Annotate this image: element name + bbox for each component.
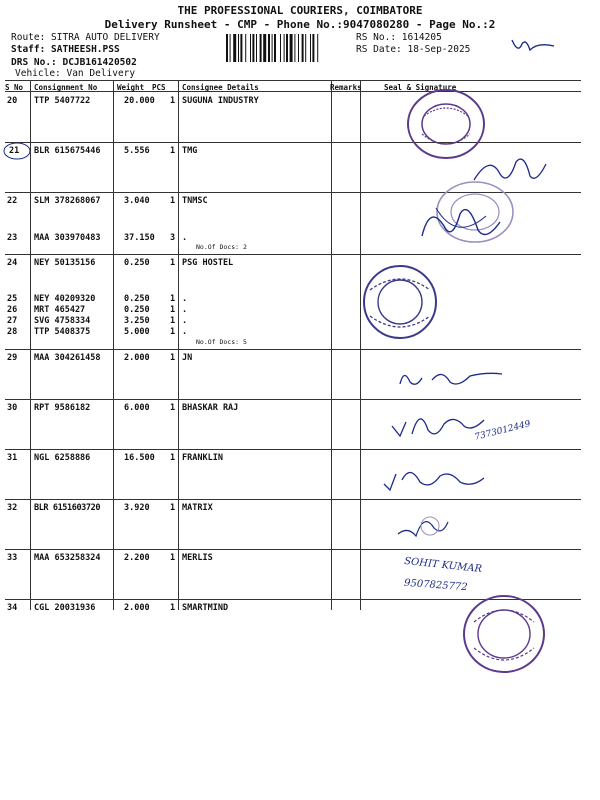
barcode-bar (268, 34, 270, 62)
barcode-bar (263, 34, 266, 62)
row-consignment: MRT 465427 (34, 305, 86, 315)
row-consignment: BLR 615675446 (34, 146, 101, 156)
row-divider (5, 254, 581, 255)
drs-label: DRS No.: DCJB161420502 (11, 57, 137, 68)
signature-row29 (396, 364, 506, 392)
row-pcs: 1 (170, 294, 176, 304)
row-consignee: MERLIS (182, 553, 213, 563)
row-pcs: 3 (170, 233, 176, 243)
row-pcs: 1 (170, 196, 176, 206)
signature-row21 (470, 150, 550, 190)
rs-date: RS Date: 18-Sep-2025 (356, 44, 471, 55)
scribble-mark (508, 36, 558, 58)
row-consignment: NEY 50135156 (34, 258, 96, 268)
signature-row30 (388, 404, 488, 444)
row-consignment: TTP 5407722 (34, 96, 91, 106)
row-sno: 30 (7, 403, 18, 413)
barcode-bar (230, 34, 231, 62)
row-consignment: CGL 20031936 (34, 603, 96, 613)
barcode-bar (226, 34, 228, 62)
row-pcs: 1 (170, 553, 176, 563)
row-weight: 3.250 (124, 316, 150, 326)
barcode-bar (302, 34, 304, 62)
table-row (0, 353, 600, 365)
col-header-sno: S No (5, 83, 24, 92)
barcode-bar (250, 34, 251, 62)
company-title: THE PROFESSIONAL COURIERS, COIMBATORE (177, 4, 423, 17)
row-weight: 5.000 (124, 327, 150, 337)
row-consignment: MAA 303970483 (34, 233, 101, 243)
row-consignment: BLR 6151603720 (34, 503, 101, 513)
row-pcs: 1 (170, 316, 176, 326)
row-consignee: SMARTMIND (182, 603, 229, 613)
signature-row31 (380, 460, 490, 496)
row-consignee: PSG HOSTEL (182, 258, 234, 268)
row-weight: 0.250 (124, 294, 150, 304)
row-sno: 32 (7, 503, 18, 513)
industrial-seal-stamp (458, 590, 550, 678)
row-divider (5, 549, 581, 550)
row-weight: 3.040 (124, 196, 150, 206)
row-weight: 5.556 (124, 146, 150, 156)
row-consignee: MATRIX (182, 503, 213, 513)
col-header-seal: Seal & Signature (384, 83, 457, 92)
row-pcs: 1 (170, 353, 176, 363)
table-row (0, 96, 600, 108)
row-consignment: NEY 40209320 (34, 294, 96, 304)
row-sno: 33 (7, 553, 18, 563)
barcode-bar (317, 34, 318, 62)
row-sno: 25 (7, 294, 18, 304)
row-sno: 31 (7, 453, 18, 463)
barcode-bar (290, 34, 293, 62)
col-divider (113, 80, 114, 610)
col-header-remarks: Remarks (330, 83, 362, 92)
barcode-bar (286, 34, 288, 62)
row-weight: 0.250 (124, 305, 150, 315)
col-header-pcs: PCS (152, 83, 166, 92)
barcode-bar (298, 34, 299, 62)
row-weight: 6.000 (124, 403, 150, 413)
row-consignee: SUGUNA INDUSTRY (182, 96, 259, 106)
row-consignee: TNMSC (182, 196, 208, 206)
barcode-bar (256, 34, 257, 62)
row-consignee: BHASKAR RAJ (182, 403, 239, 413)
row-consignment: MAA 653258324 (34, 553, 101, 563)
row-consignee: . (182, 233, 188, 243)
table-row (0, 553, 600, 565)
row-pcs: 1 (170, 403, 176, 413)
row-consignment: MAA 304261458 (34, 353, 101, 363)
row-sno: 26 (7, 305, 18, 315)
row-weight: 3.920 (124, 503, 150, 513)
row-pcs: 1 (170, 503, 176, 513)
col-header-consignment: Consignment No (34, 83, 98, 92)
hostels-seal-stamp (358, 260, 442, 344)
col-divider (178, 80, 179, 610)
row-sno: 34 (7, 603, 18, 613)
row-consignee: JN (182, 353, 193, 363)
barcode-bar (310, 34, 311, 62)
barcode-bar (245, 34, 246, 62)
row-sno: 24 (7, 258, 18, 268)
handwritten-phone-row33: 9507825772 (403, 577, 468, 594)
row-sno: 27 (7, 316, 18, 326)
table-row (0, 327, 600, 339)
docs-count-note: No.Of Docs: 5 (196, 338, 247, 346)
barcode-bar (272, 34, 273, 62)
row-weight: 2.000 (124, 603, 150, 613)
barcode-bar (280, 34, 281, 62)
row-sno: 29 (7, 353, 18, 363)
row-consignee: . (182, 327, 188, 337)
barcode-bar (305, 34, 306, 62)
barcode-bar (284, 34, 285, 62)
table-top-border (5, 80, 581, 81)
table-row (0, 403, 600, 415)
col-divider (331, 80, 332, 610)
col-header-weight: Weight (117, 83, 145, 92)
row-sno: 21 (9, 146, 20, 156)
row-pcs: 1 (170, 305, 176, 315)
row-consignment: RPT 9586182 (34, 403, 91, 413)
row-consignment: NGL 6258886 (34, 453, 91, 463)
handwritten-phone-row30: 7373012449 (473, 419, 532, 443)
row-consignee: . (182, 305, 188, 315)
row-consignment: SLM 378268067 (34, 196, 101, 206)
row-consignee: FRANKLIN (182, 453, 223, 463)
signature-row32 (394, 506, 454, 546)
row-divider (5, 142, 581, 143)
row-weight: 0.250 (124, 258, 150, 268)
row-divider (5, 449, 581, 450)
handwritten-name-row33: SOHIT KUMAR (403, 555, 483, 576)
barcode-bar (238, 34, 239, 62)
row-consignment: SVG 4758334 (34, 316, 91, 326)
row-consignee: . (182, 294, 188, 304)
runsheet-subtitle: Delivery Runsheet - CMP - Phone No.:9047080280 - Page No.:2 (104, 18, 496, 31)
row-pcs: 1 (170, 453, 176, 463)
row-sno: 23 (7, 233, 18, 243)
col-divider (360, 80, 361, 610)
row-sno: 22 (7, 196, 18, 206)
barcode-bar (312, 34, 314, 62)
row-pcs: 1 (170, 327, 176, 337)
rs-number: RS No.: 1614205 (356, 32, 442, 43)
col-header-consignee: Consignee Details (182, 83, 259, 92)
row-consignment: TTP 5408375 (34, 327, 91, 337)
row-pcs: 1 (170, 146, 176, 156)
signature-row22 (416, 196, 506, 250)
row-weight: 2.000 (124, 353, 150, 363)
row-pcs: 1 (170, 258, 176, 268)
row-consignee: . (182, 316, 188, 326)
barcode-bar (240, 34, 242, 62)
row-weight: 20.000 (124, 96, 155, 106)
route-label: Route: SITRA AUTO DELIVERY (11, 32, 160, 43)
row-weight: 2.200 (124, 553, 150, 563)
barcode-bar (274, 34, 276, 62)
table-row (0, 503, 600, 515)
row-pcs: 1 (170, 603, 176, 613)
table-row (0, 258, 600, 270)
row-divider (5, 499, 581, 500)
row-consignee: TMG (182, 146, 198, 156)
table-row (0, 453, 600, 465)
barcode-bar (260, 34, 262, 62)
staff-label: Staff: SATHEESH.PSS (11, 44, 120, 55)
vehicle-label: Vehicle: Van Delivery (15, 68, 136, 79)
docs-count-note: No.Of Docs: 2 (196, 243, 247, 251)
row-sno: 28 (7, 327, 18, 337)
row-divider (5, 399, 581, 400)
row-divider (5, 349, 581, 350)
row-weight: 37.150 (124, 233, 155, 243)
barcode-image (226, 34, 352, 62)
hand-circle-mark (2, 140, 32, 162)
row-sno: 20 (7, 96, 18, 106)
barcode-bar (294, 34, 295, 62)
barcode-bar (252, 34, 254, 62)
barcode-bar (233, 34, 236, 62)
row-weight: 16.500 (124, 453, 155, 463)
row-pcs: 1 (170, 96, 176, 106)
